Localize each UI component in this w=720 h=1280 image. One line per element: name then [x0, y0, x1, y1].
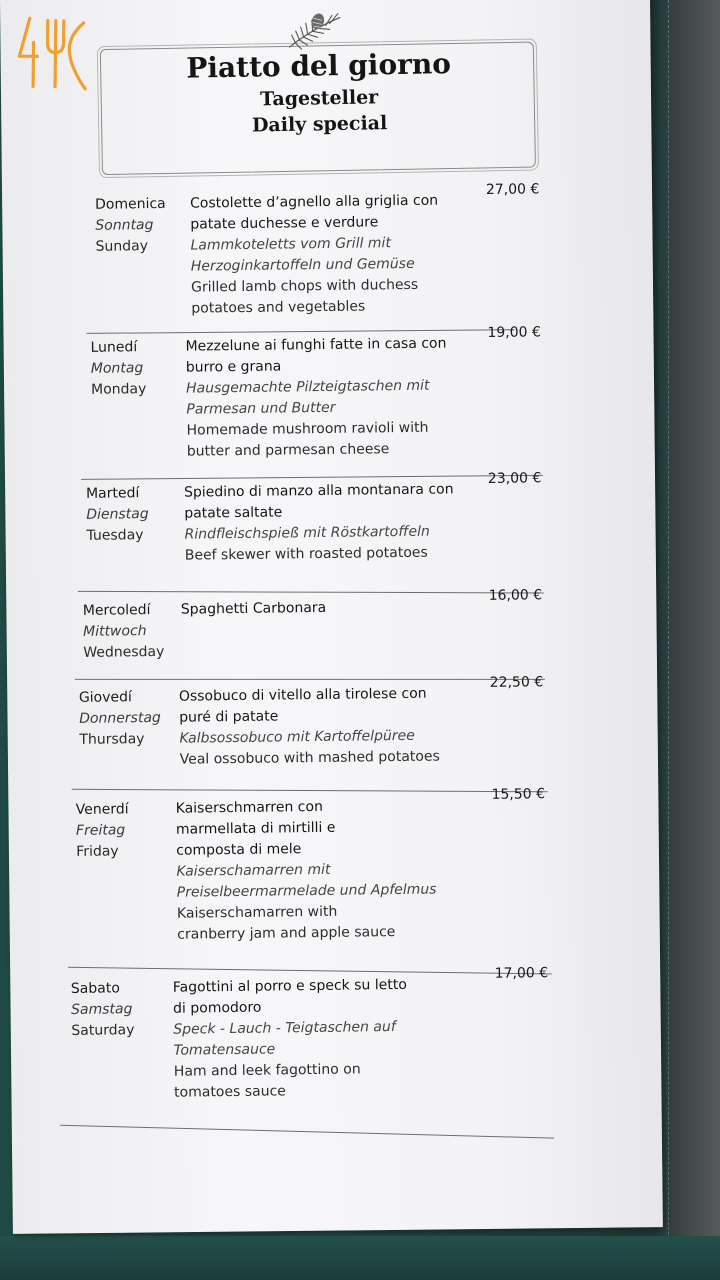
menu-title: Piatto del giorno — [186, 47, 452, 85]
dish-italian: Kaiserschmarren con marmellata di mirtilli e composta di mele — [175, 798, 336, 859]
day-name-german: Freitag — [75, 822, 126, 839]
day-block-sunday — [0, 181, 648, 317]
day-names — [71, 978, 135, 1042]
dish-price: 16,00 € — [488, 587, 543, 604]
day-name-italian: Martedí — [85, 485, 140, 502]
dish-italian: Spaghetti Carbonara — [180, 599, 327, 618]
day-name-english: Thursday — [79, 731, 145, 748]
day-name-italian: Mercoledí — [82, 602, 151, 619]
day-names — [90, 337, 146, 401]
dish-description — [176, 795, 442, 945]
dish-german: Lammkoteletts vom Grill mit Herzoginkartoffeln und Gemüse — [190, 235, 415, 275]
day-block-friday — [0, 786, 642, 943]
dish-german: Speck - Lauch - Teigtaschen auf Tomatensauce — [173, 1018, 396, 1059]
dish-german: Kaiserschamarren mit Preiselbeermarmelade und Apfelmus — [176, 861, 437, 901]
day-name-german: Montag — [90, 360, 144, 377]
section-divider — [60, 1125, 554, 1139]
dish-description — [181, 596, 451, 620]
day-name-german: Donnerstag — [79, 709, 161, 727]
menu-subtitle-german: Tagesteller — [259, 86, 379, 111]
dish-description — [173, 975, 415, 1104]
dish-price: 23,00 € — [487, 470, 542, 487]
day-name-italian: Sabato — [70, 980, 120, 997]
menu-subtitle-english: Daily special — [251, 112, 388, 137]
day-name-german: Mittwoch — [82, 623, 147, 640]
day-block-wednesday — [0, 587, 644, 661]
section-divider — [68, 967, 552, 975]
day-names — [76, 799, 130, 863]
day-name-italian: Domenica — [94, 195, 166, 213]
dish-italian: Costolette d’agnello alla griglia con patate duchesse e verdure — [189, 192, 439, 233]
dish-price: 22,50 € — [489, 674, 544, 691]
day-names — [86, 483, 149, 547]
dish-description — [184, 479, 455, 566]
dish-price: 15,50 € — [491, 786, 546, 803]
day-name-german: Samstag — [71, 1001, 133, 1018]
dish-italian: Fagottini al porro e speck su letto di pomodoro — [172, 976, 407, 1017]
dish-english: Kaiserschamarren with cranberry jam and apple sauce — [176, 903, 396, 943]
day-names — [79, 687, 161, 751]
day-name-english: Monday — [90, 381, 147, 398]
dish-english: Ham and leek fagottino on tomatoes sauce — [173, 1061, 361, 1101]
dish-price: 27,00 € — [485, 181, 540, 199]
day-name-english: Sunday — [95, 238, 149, 255]
dish-german: Hausgemachte Pilzteigtaschen mit Parmesan und Butter — [185, 377, 430, 418]
dish-price: 19,00 € — [487, 324, 541, 341]
dish-description — [190, 190, 462, 319]
fork-knife-logo-icon — [13, 12, 90, 93]
dish-german: Kalbsossobuco mit Kartoffelpüree — [179, 727, 415, 747]
day-name-german: Sonntag — [95, 217, 154, 234]
section-divider — [81, 475, 543, 480]
day-name-english: Wednesday — [83, 643, 165, 661]
day-block-thursday — [0, 674, 643, 768]
cover-stitching — [668, 0, 669, 1280]
dish-italian: Mezzelune ai funghi fatte in casa con burro e grana — [185, 335, 447, 376]
day-names — [83, 600, 165, 664]
section-divider — [78, 591, 544, 594]
day-names — [95, 194, 166, 258]
menu-header — [148, 44, 490, 140]
day-name-german: Dienstag — [86, 506, 149, 523]
day-name-italian: Lunedí — [90, 339, 138, 356]
menu-cover-bottom — [0, 1236, 720, 1280]
dish-description — [179, 683, 450, 770]
section-divider — [72, 789, 548, 792]
day-block-saturday — [0, 965, 640, 1101]
dish-english: Grilled lamb chops with duchess potatoes and vegetables — [190, 276, 419, 317]
dish-english: Homemade mushroom ravioli with butter and parmesan cheese — [186, 419, 429, 460]
dish-german: Rindfleischspieß mit Röstkartoffeln — [184, 523, 430, 543]
dish-price: 17,00 € — [494, 965, 549, 982]
day-name-english: Tuesday — [86, 527, 144, 544]
day-name-italian: Venerdí — [75, 801, 129, 818]
day-name-english: Friday — [76, 843, 119, 860]
day-name-italian: Giovedí — [78, 689, 132, 706]
dish-italian: Ossobuco di vitello alla tirolese con puré di patate — [178, 685, 427, 726]
section-divider — [75, 679, 545, 680]
dish-description — [185, 333, 457, 462]
day-name-english: Saturday — [71, 1022, 135, 1039]
dish-italian: Spiedino di manzo alla montanara con patate saltate — [183, 481, 454, 522]
dish-english: Veal ossobuco with mashed potatoes — [179, 748, 440, 768]
dish-english: Beef skewer with roasted potatoes — [184, 544, 428, 564]
